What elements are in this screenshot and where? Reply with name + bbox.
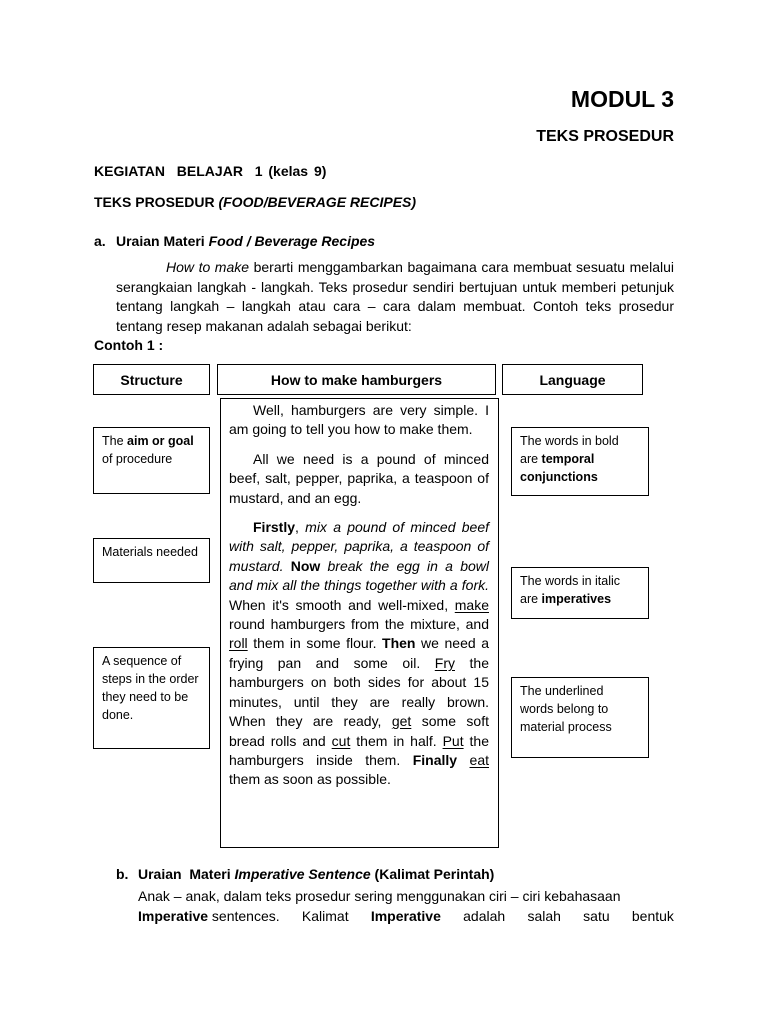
section-a-paragraph [116, 258, 674, 336]
bold-note-bold: temporal conjunctions [520, 452, 598, 484]
section-b-title: Uraian Materi [138, 866, 231, 882]
word-firstly: Firstly [253, 519, 296, 536]
step-text-8: the hamburgers inside them. [229, 732, 489, 768]
word-then: Then [382, 635, 416, 652]
imperative-1: mix a pound of minced beef with salt, pepper, paprika, a teaspoon of mustard. [229, 519, 489, 574]
bold-note-pre: The words in bold are [520, 434, 619, 466]
aim-bold: aim or goal [127, 434, 194, 448]
step-text-5: the hamburgers on both sides for about 15 minutes, until they are really brown. When they are ready, [229, 654, 489, 730]
comma: , [295, 519, 299, 536]
word-put: Put [442, 732, 464, 749]
italic-note-bold: imperatives [541, 592, 612, 606]
teks-prosedur-italic: (FOOD/BEVERAGE RECIPES) [218, 194, 417, 210]
bentuk-word: bentuk [631, 908, 674, 924]
module-title: MODUL 3 [570, 86, 674, 112]
section-b-title-italic: Imperative Sentence [234, 866, 371, 882]
structure-materials-box: Materials needed [93, 538, 210, 583]
structure-aim-box [93, 427, 210, 494]
step-text-7: them in half. [350, 732, 443, 749]
recipe-steps [229, 518, 489, 790]
satu-word: satu [583, 908, 610, 924]
section-b-heading [116, 866, 494, 882]
step-text-2: round hamburgers from the mixture, and [229, 616, 489, 633]
section-a-paragraph-text: berarti menggambarkan bagaimana cara membuat sesuatu melalui serangkaian langkah - langkah. Teks prosedur sendiri bertujuan untuk memberi petunjuk tentang langkah – langkah atau cara – cara dalam membuat. Contoh teks prosedur tentang resep makanan adalah sebagai berikut: [116, 259, 674, 334]
header-structure: Structure [93, 364, 210, 395]
aim-post: of procedure [102, 452, 173, 466]
section-a-heading [94, 233, 375, 249]
step-text-1: When it's smooth and well-mixed, [229, 596, 455, 613]
italic-note-pre: The words in italic are [520, 574, 621, 606]
recipe-materials: All we need is a pound of minced beef, salt, pepper, paprika, a teaspoon of mustard, and an egg. [229, 450, 489, 506]
word-fry: Fry [434, 654, 455, 671]
section-a-title: Uraian Materi [116, 233, 205, 249]
section-b-letter: b. [116, 866, 129, 882]
word-roll: roll [229, 635, 248, 652]
language-underline-box: The underlined words belong to material process [511, 677, 649, 758]
step-text-3: them in some flour. [247, 635, 383, 652]
teks-prosedur-label: TEKS PROSEDUR [94, 194, 215, 210]
kegiatan-heading: KEGIATAN BELAJAR 1 (kelas 9) [94, 163, 327, 179]
adalah-word: adalah [463, 908, 506, 924]
imperative-2: break the egg in a bowl and mix all the things together with a fork. [229, 557, 489, 594]
word-now: Now [283, 557, 321, 574]
sentences-word: sentences. [208, 908, 280, 924]
how-to-make-italic: How to make [166, 259, 250, 275]
contoh-label: Contoh 1 : [94, 337, 164, 353]
word-eat: eat [469, 751, 489, 768]
teks-prosedur-heading [94, 194, 416, 210]
section-a-title-italic: Food / Beverage Recipes [208, 233, 376, 249]
language-bold-box [511, 427, 649, 496]
header-recipe: How to make hamburgers [217, 364, 496, 395]
module-subtitle: TEKS PROSEDUR [536, 128, 674, 145]
word-finally: Finally [412, 751, 458, 768]
word-make: make [454, 596, 489, 613]
aim-pre: The [102, 434, 128, 448]
step-text-6: some soft bread rolls and [229, 713, 489, 749]
imperative-sentences [138, 906, 280, 926]
structure-steps-box: A sequence of steps in the order they need to be done. [93, 647, 210, 749]
header-language: Language [502, 364, 643, 395]
section-b-paragraph [138, 886, 674, 926]
section-a-letter: a. [94, 233, 106, 249]
step-space [457, 752, 469, 768]
word-get: get [391, 713, 412, 730]
recipe-intro: Well, hamburgers are very simple. I am going to tell you how to make them. [229, 402, 489, 438]
step-text-4: we need a frying pan and some oil. [229, 635, 489, 671]
recipe-box [220, 398, 499, 848]
section-b-line-1: Anak – anak, dalam teks prosedur sering menggunakan ciri – ciri kebahasaan [138, 888, 621, 904]
kalimat-word: Kalimat [301, 908, 349, 924]
step-text-10: them as soon as possible. [229, 771, 391, 788]
imperative-bold-2: Imperative [370, 908, 441, 924]
section-b-line-2 [138, 906, 674, 926]
word-cut: cut [331, 732, 351, 749]
section-b-title-rest: (Kalimat Perintah) [374, 866, 495, 882]
imperative-bold-1: Imperative [138, 908, 209, 924]
language-italic-box [511, 567, 649, 619]
salah-word: salah [527, 908, 561, 924]
